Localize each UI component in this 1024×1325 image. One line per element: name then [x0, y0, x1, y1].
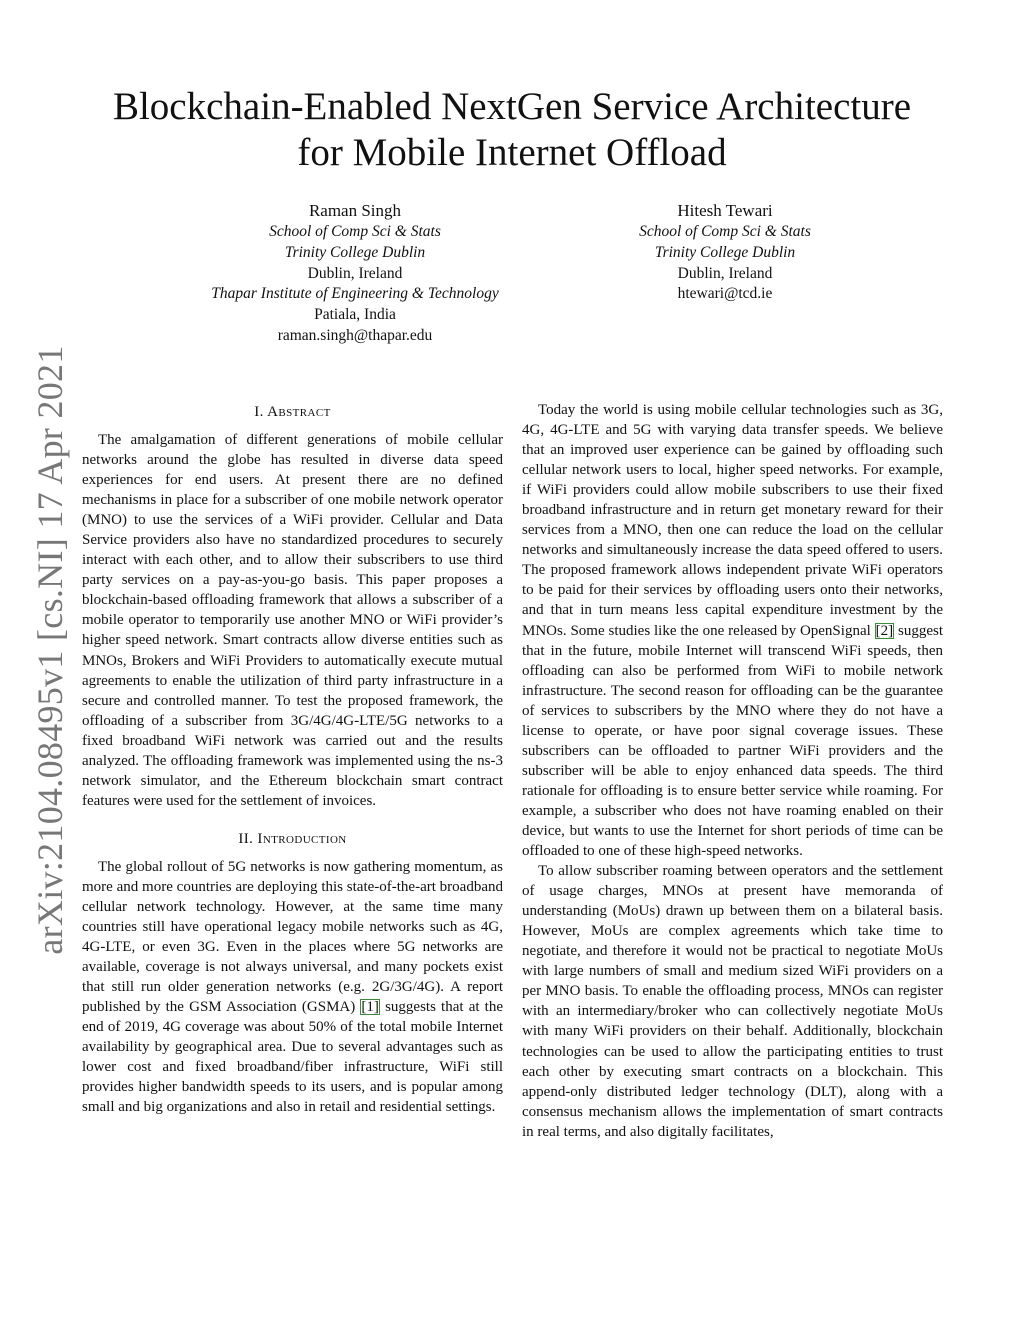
intro-paragraph-2: [522, 400, 943, 861]
author-location: Dublin, Ireland: [677, 264, 773, 282]
intro-text: suggest that in the future, mobile Internet will transcend WiFi speeds, then offloading can also be performed from WiFi to mobile network infrastructure. The second reason for offloading can be the guarantee of services to subscribers by the MNO where they do not have a license to operate, or have poor signal coverage issues. These subscribers can be offloaded to partner WiFi providers and the subscriber will be able to enjoy enhanced data speeds. The third rationale for offloading is to ensure better service while roaming. For example, a subscriber who does not have roaming enabled on their device, but wants to use the Internet for short periods of time can be offloaded to one of these high-speed networks.: [522, 622, 944, 860]
author-affiliation: School of Comp Sci & Stats: [269, 223, 441, 240]
section-heading-abstract: I. Abstract: [254, 404, 331, 420]
intro-paragraph-1: [82, 857, 503, 1118]
paper-title: [0, 84, 1024, 176]
author-affiliation: School of Comp Sci & Stats: [639, 223, 811, 240]
left-column: [82, 400, 503, 1118]
intro-text: suggests that at the end of 2019, 4G coverage was about 50% of the total mobile Internet availability by geographical area. Due to several advantages such as lower cost and fixed broadband/fiber infrastructure, WiFi still provides higher bandwidth speeds to its users, and is popular among small and big organizations and also in retail and residential settings.: [82, 999, 504, 1116]
intro-text: The global rollout of 5G networks is now gathering momentum, as more and more countries are deploying this state-of-the-art broadband cellular network technology. However, at the same time many countries still have operational legacy mobile networks such as 4G, 4G-LTE, or even 3G. Even in the places where 5G networks are available, coverage is not always universal, and many pockets exist that still run older generation networks (e.g. 2G/3G/4G). A report published by the GSM Association (GSMA): [82, 858, 503, 1016]
intro-text: Today the world is using mobile cellular technologies such as 3G, 4G, 4G-LTE and 5G with varying data transfer speeds. We believe that an improved user experience can be gained by offloading such cellular network users to local, higher speed networks. For example, if WiFi providers could allow mobile subscribers to use their fixed broadband infrastructure and in return get monetary reward for their services from a MNO, then one can reduce the load on the cellular networks and simultaneously increase the data speed offered to users. The proposed framework allows independent private WiFi operators to be paid for their services by offloading users onto their networks, and that in turn means less capital expenditure investment by the MNOs. Some studies like the one released by OpenSignal: [522, 402, 943, 639]
author-location: Dublin, Ireland: [307, 264, 403, 282]
author-email[interactable]: raman.singh@thapar.edu: [277, 326, 433, 344]
author-block-hitesh-tewari: [575, 200, 875, 305]
author-email[interactable]: htewari@tcd.ie: [677, 285, 773, 303]
author-block-raman-singh: [155, 200, 555, 347]
author-affiliation: Trinity College Dublin: [284, 243, 426, 261]
abstract-paragraph: The amalgamation of different generations of mobile cellular networks around the globe has resulted in diverse data speed experiences for end users. At present there are no defined mechanisms in place for a subscriber of one mobile network operator (MNO) to use the services of a WiFi provider. Cellular and Data Service providers also have no standardized procedures to securely interact with each other, and to allow their subscribers to use third party services on a pay-as-you-go basis. This paper proposes a blockchain-based offloading framework that allows a subscriber of a mobile operator to temporarily use another MNO or WiFi provider’s higher speed network. Smart contracts allow diverse entities such as MNOs, Brokers and WiFi Providers to automatically execute mutual agreements to enable the utilization of third party infrastructure in a secure and controlled manner. To test the proposed framework, the offloading of a subscriber from 3G/4G/4G-LTE/5G networks to a fixed broadband WiFi network was carried out and the results analyzed. The offloading framework was implemented using the ns-3 network simulator, and the Ethereum blockchain smart contract features were used for the settlement of invoices.: [82, 432, 503, 809]
section-heading-introduction: II. Introduction: [238, 830, 347, 847]
author-name: Raman Singh: [308, 201, 402, 220]
author-name: Hitesh Tewari: [677, 201, 773, 220]
arxiv-identifier-stamp: arXiv:2104.08495v1 [cs.NI] 17 Apr 2021: [30, 345, 70, 955]
author-affiliation: Thapar Institute of Engineering & Technology: [211, 285, 499, 303]
right-column: [522, 400, 943, 1142]
author-location: Patiala, India: [314, 306, 396, 324]
citation-link-2[interactable]: [2]: [875, 622, 894, 639]
intro-paragraph-3: To allow subscriber roaming between operators and the settlement of usage charges, MNOs at present have memoranda of understanding (MoUs) drawn up between them on a bilateral basis. However, MoUs are complex agreements which take time to negotiate, and therefore it would not be practical to negotiate MoUs with large numbers of small and medium sized WiFi providers on a per MNO basis. To enable the offloading process, MNOs can register with an intermediary/broker who can collectively negotiate MoUs with many WiFi providers on their behalf. Additionally, blockchain technologies can be used to allow the participating entities to trust each other by executing smart contracts on a blockchain. This append-only distributed ledger technology (DLT), along with a consensus mechanism allows the implementation of smart contracts in real terms, and also digitally facilitates,: [522, 863, 943, 1140]
author-affiliation: Trinity College Dublin: [654, 243, 796, 261]
paper-title-line-2: for Mobile Internet Offload: [297, 131, 727, 174]
paper-title-line-1: Blockchain-Enabled NextGen Service Architecture: [112, 85, 912, 128]
citation-link-1[interactable]: [1]: [361, 999, 379, 1016]
